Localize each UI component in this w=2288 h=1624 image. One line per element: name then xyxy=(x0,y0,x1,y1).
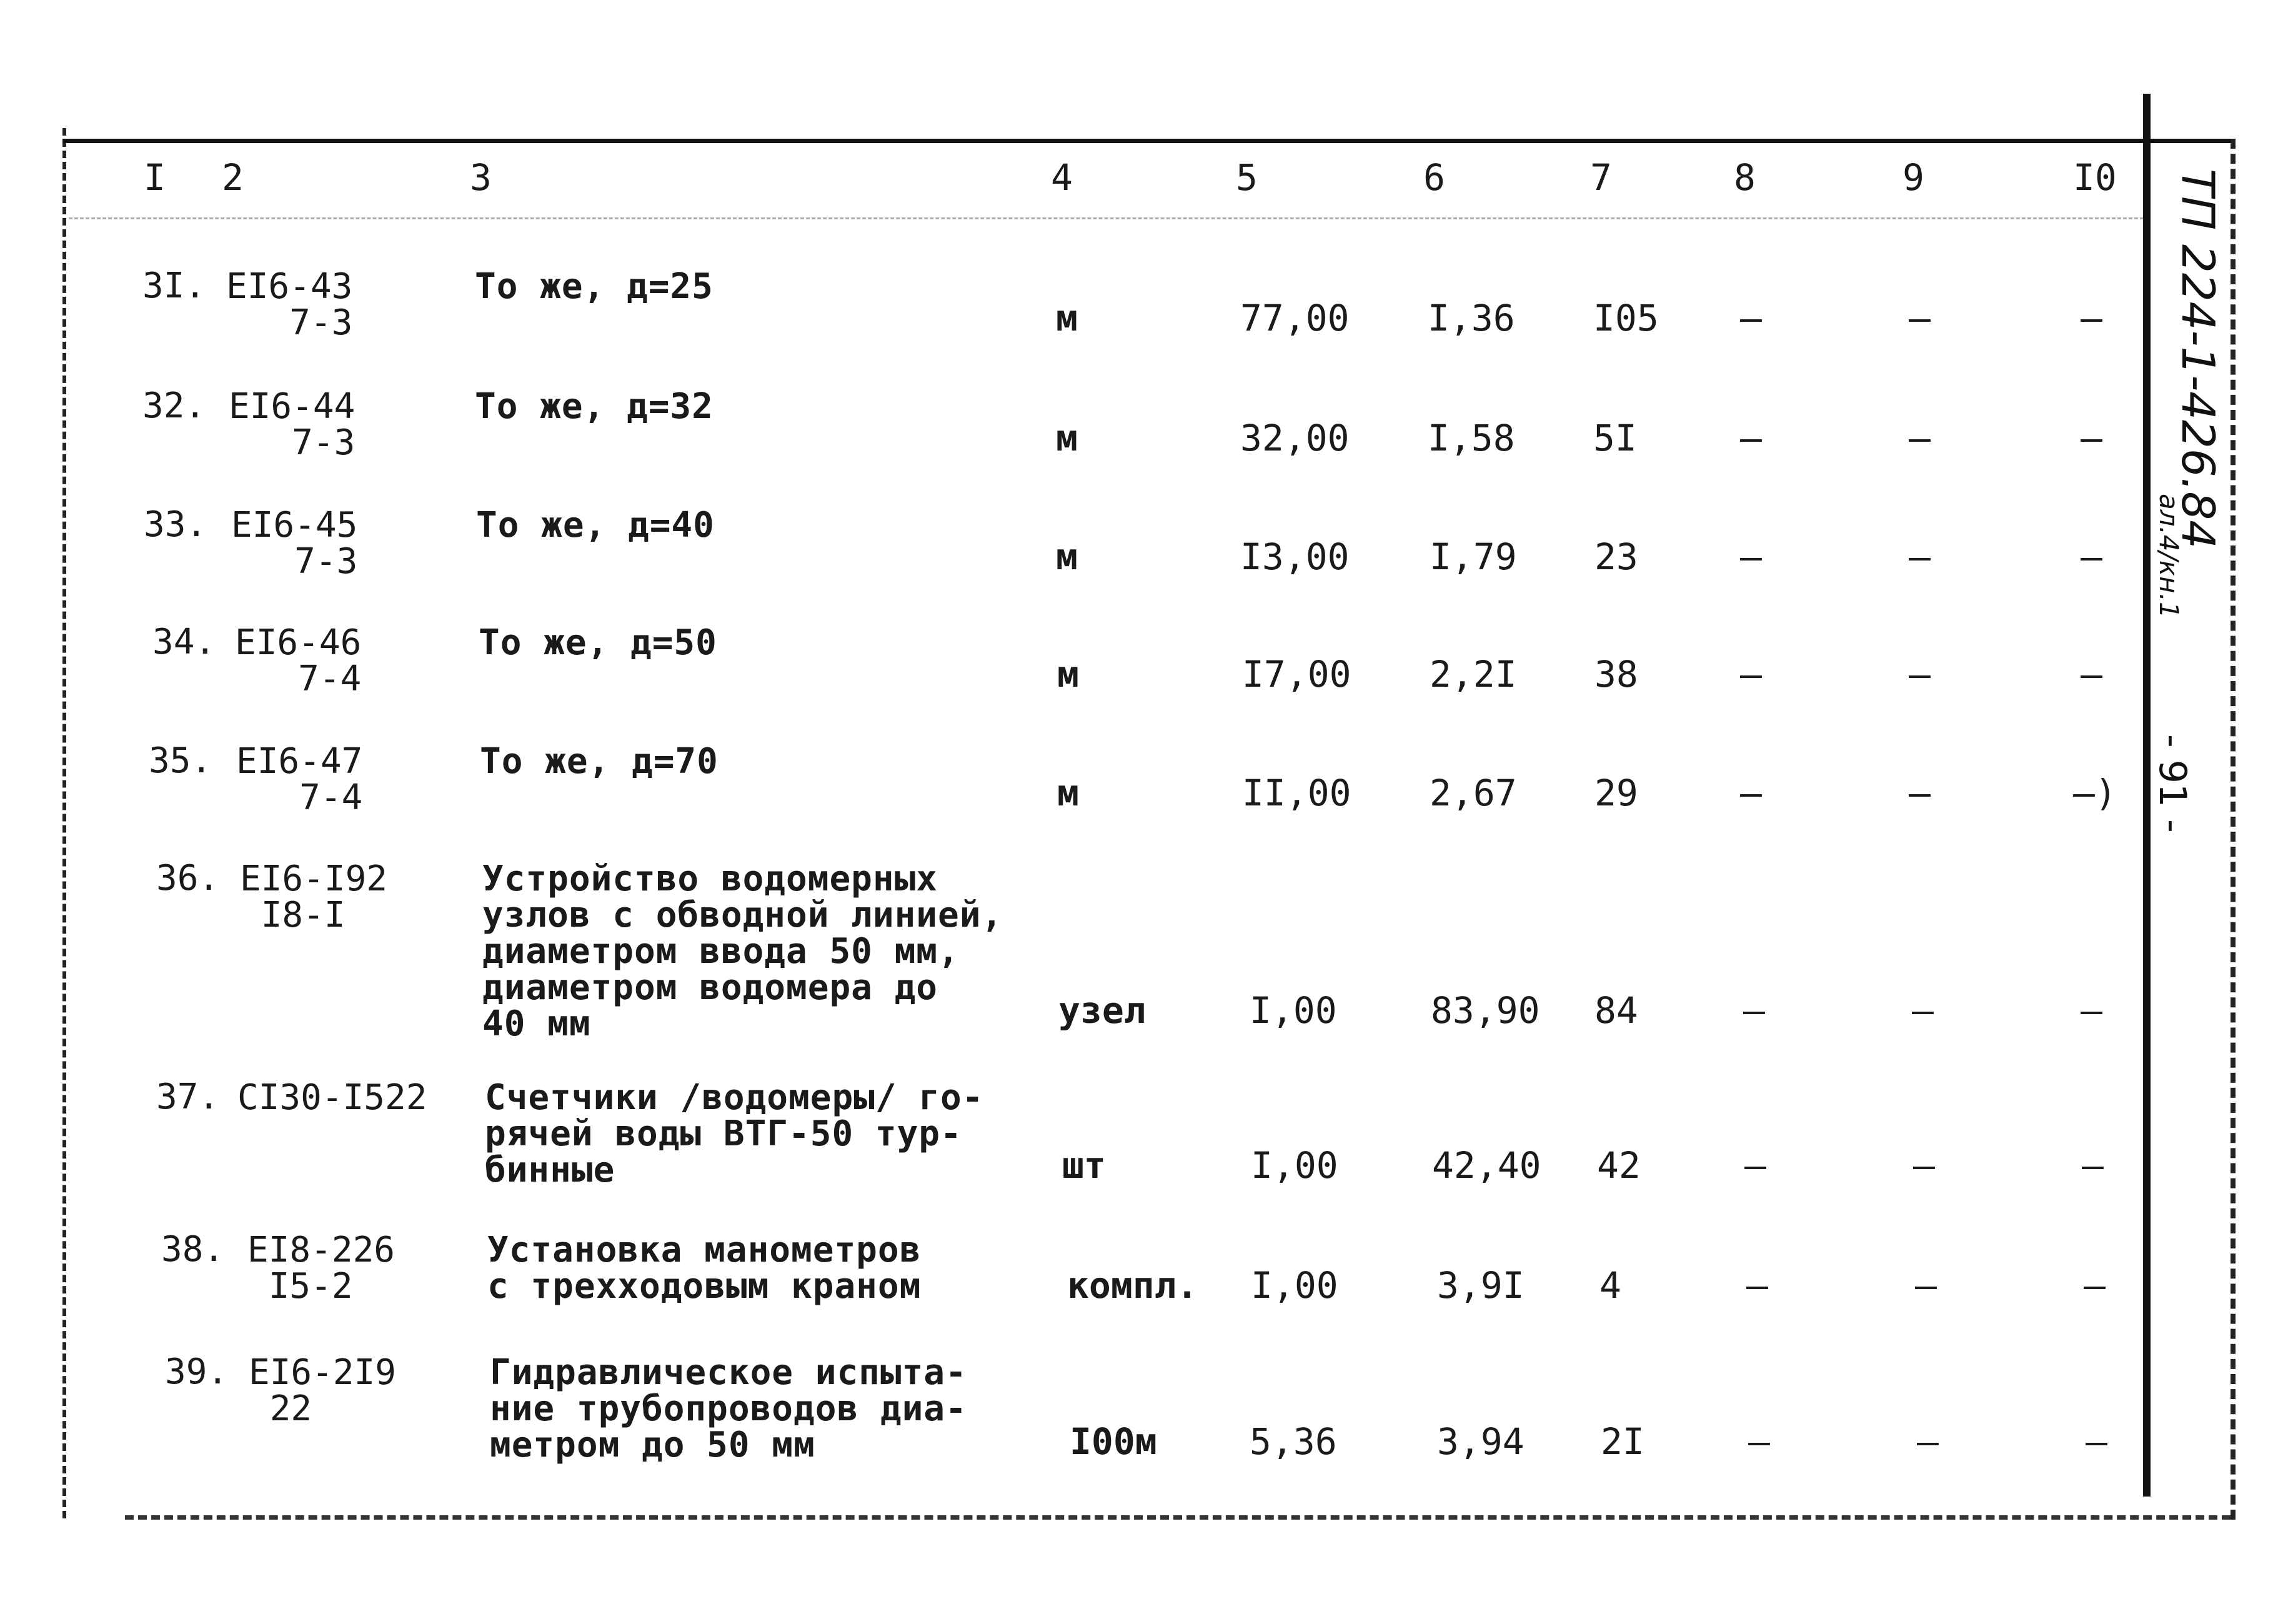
row-col-8: – xyxy=(1740,417,1762,459)
row-number: 38. xyxy=(161,1229,225,1270)
header-col-9: 9 xyxy=(1903,156,1924,199)
row-unit: м xyxy=(1057,772,1079,814)
row-unit-price: 3,9I xyxy=(1437,1264,1525,1307)
row-unit-price: 42,40 xyxy=(1432,1144,1541,1187)
frame-top-border xyxy=(62,139,2231,143)
header-col-6: 6 xyxy=(1423,156,1445,199)
row-number: 37. xyxy=(156,1077,220,1117)
row-quantity: I,00 xyxy=(1251,1264,1338,1307)
header-divider xyxy=(69,217,2149,221)
row-code: EI8-226 I5-2 xyxy=(247,1230,395,1307)
header-col-1: I xyxy=(144,156,166,199)
header-col-2: 2 xyxy=(222,156,244,199)
row-number: 34. xyxy=(152,622,216,662)
row-description: Устройство водомерных узлов с обводной линией, диаметром ввода 50 мм, диаметром водомера до 40 мм xyxy=(482,859,1003,1044)
row-col-9: – xyxy=(1909,417,1931,459)
row-description: Установка манометров с трехходовым краном xyxy=(487,1230,922,1307)
row-col-8: – xyxy=(1740,297,1762,339)
header-col-5: 5 xyxy=(1236,156,1258,199)
row-quantity: II,00 xyxy=(1242,772,1351,814)
row-number: 36. xyxy=(156,858,220,899)
row-number: 35. xyxy=(149,740,212,781)
row-description: Гидравлическое испыта- ние трубопроводов диа- метром до 50 мм xyxy=(490,1352,967,1465)
row-total: 4 xyxy=(1599,1264,1621,1307)
row-description: То же, д=40 xyxy=(476,505,715,545)
header-col-10: I0 xyxy=(2073,156,2117,199)
row-unit: шт xyxy=(1062,1144,1106,1187)
row-col-8: – xyxy=(1744,1144,1766,1187)
row-col-10: – xyxy=(2081,536,2102,578)
row-unit-price: I,36 xyxy=(1428,297,1515,339)
row-col-8: – xyxy=(1743,989,1765,1032)
row-quantity: I3,00 xyxy=(1240,536,1350,578)
row-number: 33. xyxy=(144,504,207,545)
row-col-8: – xyxy=(1740,653,1762,695)
row-col-10: – xyxy=(2086,1420,2107,1463)
document-code-stamp: ТП 224-1-426.84 xyxy=(2172,169,2224,549)
row-code: EI6-2I9 22 xyxy=(249,1352,397,1429)
row-total: 42 xyxy=(1597,1144,1641,1187)
row-col-9: – xyxy=(1909,653,1931,695)
page-number: - 91 - xyxy=(2151,734,2194,833)
row-total: 5I xyxy=(1593,417,1637,459)
header-col-3: 3 xyxy=(470,156,492,199)
row-code: EI6-46 7-4 xyxy=(235,622,362,699)
row-col-8: – xyxy=(1740,536,1762,578)
header-col-7: 7 xyxy=(1590,156,1612,199)
frame-bottom-border xyxy=(125,1515,2231,1520)
row-col-10: – xyxy=(2081,989,2102,1032)
row-code: EI6-45 7-3 xyxy=(231,505,358,582)
row-total: I05 xyxy=(1593,297,1659,339)
row-code: EI6-I92 I8-I xyxy=(240,859,388,935)
row-total: 23 xyxy=(1594,536,1638,578)
row-quantity: I,00 xyxy=(1251,1144,1338,1187)
row-total: 84 xyxy=(1594,989,1638,1032)
frame-left-border xyxy=(62,128,66,1518)
row-unit: м xyxy=(1056,536,1078,578)
row-unit-price: 2,2I xyxy=(1430,653,1517,695)
row-quantity: 77,00 xyxy=(1240,297,1350,339)
row-description: То же, д=25 xyxy=(475,266,714,307)
row-col-9: – xyxy=(1915,1264,1937,1307)
row-description: То же, д=32 xyxy=(475,386,714,427)
row-total: 38 xyxy=(1594,653,1638,695)
row-quantity: 5,36 xyxy=(1250,1420,1337,1463)
row-unit-price: 83,90 xyxy=(1431,989,1540,1032)
row-code: СI30-I522 xyxy=(237,1077,427,1118)
row-unit-price: 3,94 xyxy=(1437,1420,1525,1463)
row-unit-price: I,58 xyxy=(1428,417,1515,459)
row-quantity: I7,00 xyxy=(1242,653,1351,695)
row-col-9: – xyxy=(1912,989,1934,1032)
row-number: 32. xyxy=(142,386,206,426)
row-col-9: – xyxy=(1917,1420,1939,1463)
row-col-10: – xyxy=(2081,297,2102,339)
album-reference: ал.4/кн.1 xyxy=(2154,494,2184,619)
row-col-9: – xyxy=(1909,772,1931,814)
row-unit-price: 2,67 xyxy=(1430,772,1517,814)
header-col-8: 8 xyxy=(1734,156,1756,199)
row-col-10: – xyxy=(2082,1144,2104,1187)
row-total: 29 xyxy=(1594,772,1638,814)
row-unit: компл. xyxy=(1067,1264,1198,1307)
row-unit-price: I,79 xyxy=(1430,536,1517,578)
row-total: 2I xyxy=(1601,1420,1644,1463)
row-col-9: – xyxy=(1909,297,1931,339)
row-col-10: –) xyxy=(2073,772,2117,814)
row-unit: м xyxy=(1056,417,1078,459)
row-col-8: – xyxy=(1740,772,1762,814)
row-quantity: 32,00 xyxy=(1240,417,1350,459)
row-unit: м xyxy=(1057,653,1079,695)
stamp-margin-border xyxy=(2231,139,2236,1520)
row-quantity: I,00 xyxy=(1250,989,1337,1032)
row-col-10: – xyxy=(2084,1264,2106,1307)
row-code: EI6-47 7-4 xyxy=(236,741,363,818)
row-code: EI6-44 7-3 xyxy=(229,386,356,463)
row-number: 39. xyxy=(165,1352,229,1392)
row-col-9: – xyxy=(1913,1144,1935,1187)
row-col-10: – xyxy=(2081,417,2102,459)
row-col-10: – xyxy=(2081,653,2102,695)
row-unit: м xyxy=(1056,297,1078,339)
row-unit: I00м xyxy=(1070,1420,1157,1463)
row-description: То же, д=70 xyxy=(480,741,719,782)
row-description: Счетчики /водомеры/ го- рячей воды ВТГ-50 тур- бинные xyxy=(485,1077,984,1190)
frame-right-border xyxy=(2143,94,2151,1497)
row-col-8: – xyxy=(1746,1264,1768,1307)
row-col-9: – xyxy=(1909,536,1931,578)
header-col-4: 4 xyxy=(1051,156,1073,199)
row-description: То же, д=50 xyxy=(479,622,717,663)
row-code: EI6-43 7-3 xyxy=(226,266,353,343)
row-unit: узел xyxy=(1058,989,1146,1032)
row-number: 3I. xyxy=(142,266,206,306)
row-col-8: – xyxy=(1748,1420,1770,1463)
